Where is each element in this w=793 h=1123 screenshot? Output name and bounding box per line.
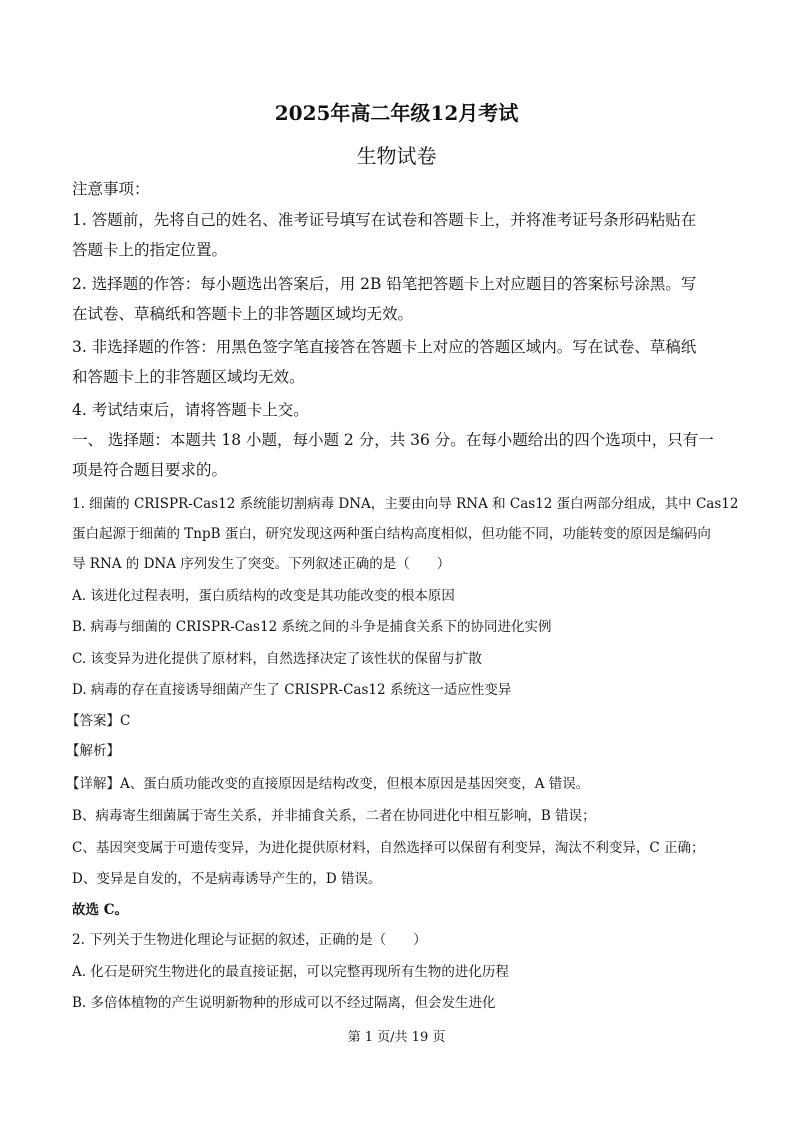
q2-option-b: B. 多倍体植物的产生说明新物种的形成可以不经过隔离，但会发生进化 bbox=[72, 995, 496, 1011]
q1-conclusion: 故选 C。 bbox=[72, 902, 128, 918]
q1-detail: 【详解】A、蛋白质功能改变的直接原因是结构改变，但根本原因是基因突变，A 错误。 bbox=[66, 776, 590, 792]
notice-heading: 注意事项： bbox=[72, 180, 150, 198]
exam-title: 2025年高二年级12月考试 bbox=[274, 101, 519, 125]
q1-stem: 导 RNA 的 DNA 序列发生了突变。下列叙述正确的是（ ） bbox=[72, 556, 451, 572]
notice-line: 在试卷、草稿纸和答题卡上的非答题区域均无效。 bbox=[72, 305, 414, 323]
q1-option-c: C. 该变异为进化提供了原材料，自然选择决定了该性状的保留与扩散 bbox=[72, 651, 482, 667]
notice-line: 和答题卡上的非答题区域均无效。 bbox=[72, 368, 305, 386]
q1-analysis: 【解析】 bbox=[66, 743, 120, 759]
notice-line: 2. 选择题的作答：每小题选出答案后，用 2B 铅笔把答题卡上对应题目的答案标号涂黑。写 bbox=[72, 275, 697, 293]
q1-detail: B、病毒寄生细菌属于寄生关系，并非捕食关系，二者在协同进化中相互影响，B 错误； bbox=[72, 808, 596, 824]
q1-answer: 【答案】C bbox=[66, 713, 131, 729]
notice-line: 4. 考试结束后，请将答题卡上交。 bbox=[72, 401, 309, 419]
q1-stem: 1. 细菌的 CRISPR-Cas12 系统能切割病毒 DNA，主要由向导 RNA 和 Cas12 蛋白两部分组成，其中 Cas12 bbox=[72, 496, 739, 512]
notice-line: 3. 非选择题的作答：用黑色签字笔直接答在答题卡上对应的答题区域内。写在试卷、草稿纸 bbox=[72, 338, 697, 356]
q2-stem: 2. 下列关于生物进化理论与证据的叙述，正确的是（ ） bbox=[72, 932, 427, 948]
notice-line: 答题卡上的指定位置。 bbox=[72, 241, 228, 259]
notice-line: 1. 答题前，先将自己的姓名、准考证号填写在试卷和答题卡上，并将准考证号条形码粘贴在 bbox=[72, 211, 697, 229]
q1-detail: D、变异是自发的，不是病毒诱导产生的，D 错误。 bbox=[72, 871, 382, 887]
section-heading: 项是符合题目要求的。 bbox=[72, 461, 228, 479]
exam-subtitle: 生物试卷 bbox=[356, 144, 437, 168]
q1-option-b: B. 病毒与细菌的 CRISPR-Cas12 系统之间的斗争是捕食关系下的协同进化实例 bbox=[72, 619, 552, 635]
q1-stem: 蛋白起源于细菌的 TnpB 蛋白，研究发现这两种蛋白结构高度相似，但功能不同，功能转变的原因是编码向 bbox=[72, 526, 711, 542]
page-number: 第 1 页/共 19 页 bbox=[347, 1030, 446, 1045]
q1-option-d: D. 病毒的存在直接诱导细菌产生了 CRISPR-Cas12 系统这一适应性变异 bbox=[72, 682, 512, 698]
q1-option-a: A. 该进化过程表明，蛋白质结构的改变是其功能改变的根本原因 bbox=[72, 588, 455, 604]
q1-detail: C、基因突变属于可遗传变异，为进化提供原材料，自然选择可以保留有利变异，淘汰不利变异，C 正确； bbox=[72, 840, 705, 856]
q2-option-a: A. 化石是研究生物进化的最直接证据，可以完整再现所有生物的进化历程 bbox=[72, 964, 509, 980]
section-heading: 一、 选择题：本题共 18 小题，每小题 2 分，共 36 分。在每小题给出的四个选项中，只有一 bbox=[72, 431, 714, 449]
